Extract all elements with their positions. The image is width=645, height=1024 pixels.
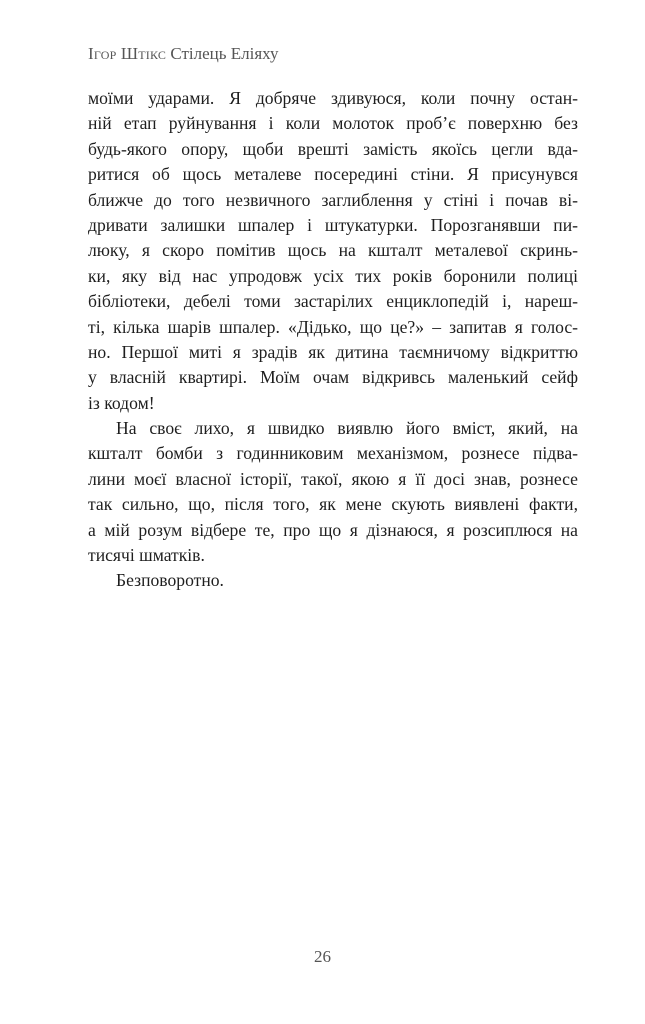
paragraph [88, 86, 578, 416]
page-number: 26 [314, 947, 331, 966]
text-line: дривати залишки шпалер і штукатурки. Порозганявши пи- [88, 214, 578, 235]
text-line: лини моєї власної історії, такої, якою я її досі знав, рознесе [88, 468, 578, 489]
text-line: із кодом! [88, 392, 155, 413]
text-line: у власній квартирі. Моїм очам відкривсь маленький сейф [88, 367, 578, 388]
text-line: но. Першої миті я зрадів як дитина таємничому відкриттю [88, 341, 578, 362]
paragraph [88, 416, 578, 568]
text-line: ближче до того незвичного заглиблення у стіні і почав ві- [88, 189, 578, 210]
text-line: кшталт бомби з годинниковим механізмом, рознесе підва- [88, 443, 578, 464]
body-text [88, 86, 578, 594]
text-line: люку, я скоро помітив щось на кшталт металевої скринь- [88, 240, 578, 261]
text-line: бібліотеки, дебелі томи застарілих енциклопедій і, нареш- [88, 291, 578, 312]
text-line: будь-якого опору, щоби врешті замість якоїсь цегли вда- [88, 138, 578, 159]
text-line: ній етап руйнування і коли молоток проб’є поверхню без [88, 113, 578, 134]
text-line: тисячі шматків. [88, 545, 205, 566]
running-header [88, 44, 279, 64]
header-title: Стілець Еліяху [170, 44, 279, 63]
text-line: ті, кілька шарів шпалер. «Дідько, що це?» – запитав я голос- [88, 316, 578, 337]
header-author: Ігор Штікс [88, 44, 167, 63]
text-line: так сильно, що, після того, як мене скують виявлені факти, [88, 494, 578, 515]
text-line: а мій розум відбере те, про що я дізнаюся, я розсиплюся на [88, 519, 578, 540]
text-line: моїми ударами. Я добряче здивуюся, коли почну остан- [88, 88, 578, 108]
text-line: ритися об щось металеве посередині стіни. Я присунувся [88, 164, 578, 185]
text-line: Безповоротно. [116, 570, 224, 591]
text-line: На своє лихо, я швидко виявлю його вміст, який, на [116, 418, 578, 439]
text-line: ки, яку від нас упродовж усіх тих років боронили полиці [88, 265, 578, 286]
paragraph [88, 568, 578, 593]
